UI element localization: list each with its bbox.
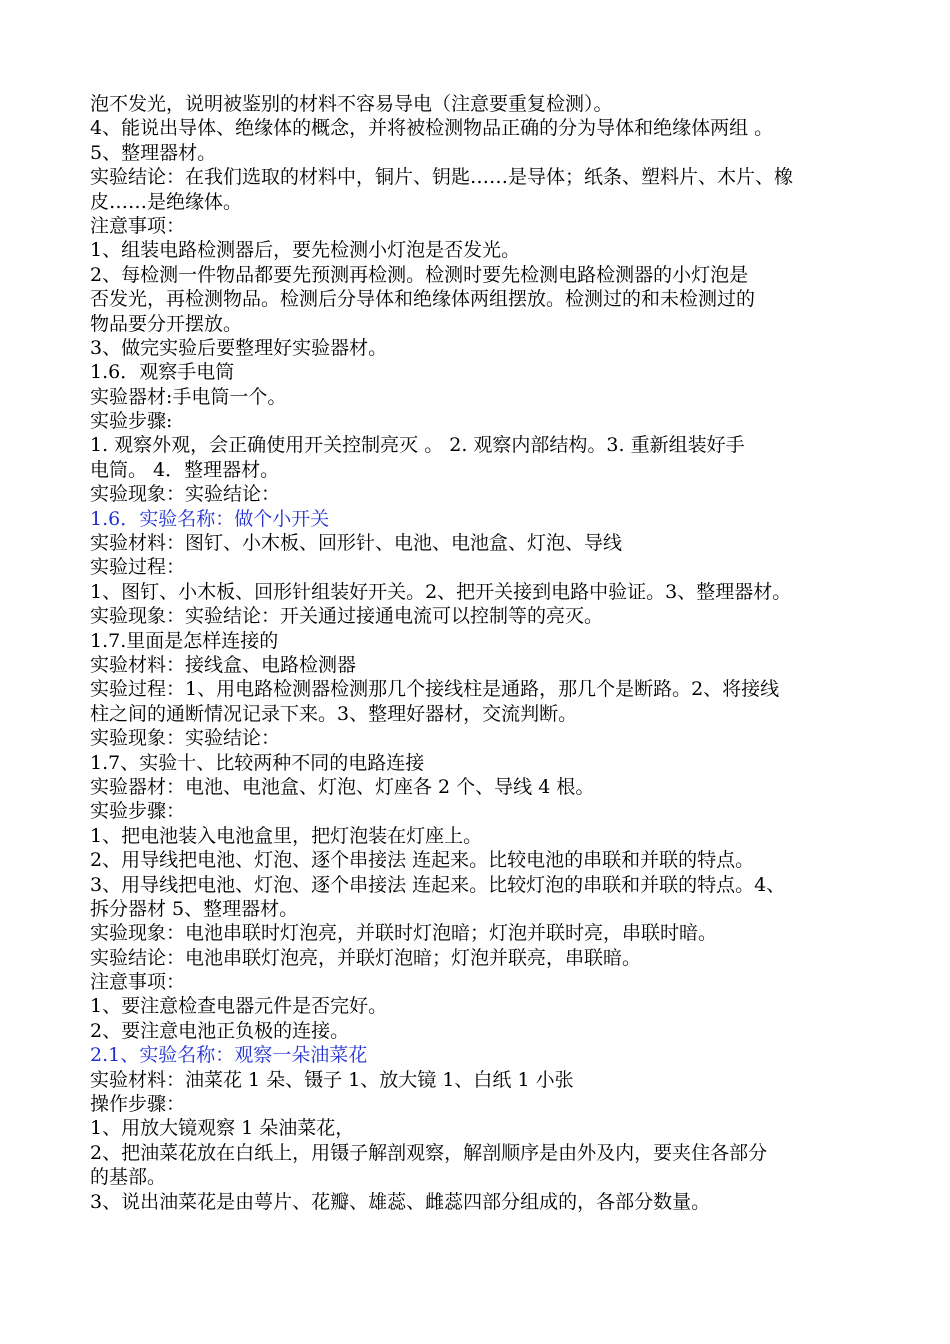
text-line: 2、用导线把电池、灯泡、逐个串接法 连起来。比较电池的串联和并联的特点。 (90, 849, 755, 872)
text-line: 3、说出油菜花是由萼片、花瓣、雄蕊、雌蕊四部分组成的，各部分数量。 (90, 1190, 711, 1213)
text-line: 1、要注意检查电器元件是否完好。 (90, 995, 388, 1018)
text-line: 实验器材：电池、电池盒、灯泡、灯座各 2 个、导线 4 根。 (90, 775, 595, 798)
text-line: 操作步骤： (90, 1093, 186, 1116)
text-line: 1.7.里面是怎样连接的 (90, 629, 279, 652)
text-line: 2、每检测一件物品都要先预测再检测。检测时要先检测电路检测器的小灯泡是 (90, 263, 749, 286)
section-heading: 1.6．实验名称：做个小开关 (90, 507, 330, 530)
text-line: 1、组装电路检测器后，要先检测小灯泡是否发光。 (90, 239, 521, 262)
text-line: 1、把电池装入电池盒里，把灯泡装在灯座上。 (90, 824, 483, 847)
text-line: 实验材料：接线盒、电路检测器 (90, 653, 357, 676)
text-line: 3、做完实验后要整理好实验器材。 (90, 336, 388, 359)
text-line: 1.6．观察手电筒 (90, 361, 235, 384)
text-line: 实验结论：在我们选取的材料中，铜片、钥匙……是导体；纸条、塑料片、木片、橡 (90, 166, 794, 189)
text-line: 物品要分开摆放。 (90, 312, 243, 335)
text-line: 皮……是绝缘体。 (90, 190, 243, 213)
text-line: 1. 观察外观，会正确使用开关控制亮灭 。 2. 观察内部结构。3. 重新组装好手 (90, 434, 745, 457)
text-line: 4、能说出导体、绝缘体的概念，并将被检测物品正确的分为导体和绝缘体两组 。 (90, 117, 774, 140)
text-line: 2、要注意电池正负极的连接。 (90, 1019, 350, 1042)
text-line: 2、把油菜花放在白纸上，用镊子解剖观察，解剖顺序是由外及内，要夹住各部分 (90, 1141, 768, 1164)
text-line: 注意事项： (90, 971, 186, 994)
text-line: 否发光，再检测物品。检测后分导体和绝缘体两组摆放。检测过的和未检测过的 (90, 288, 756, 311)
text-line: 1、图钉、小木板、回形针组装好开关。2、把开关接到电路中验证。3、整理器材。 (90, 580, 792, 603)
section-heading: 2.1、实验名称：观察一朵油菜花 (90, 1044, 368, 1067)
text-line: 实验结论：电池串联灯泡亮，并联灯泡暗；灯泡并联亮，串联暗。 (90, 946, 642, 969)
text-line: 泡不发光，说明被鉴别的材料不容易导电（注意要重复检测）。 (90, 93, 613, 115)
text-line: 5、整理器材。 (90, 141, 217, 164)
text-line: 1.7、实验十、比较两种不同的电路连接 (90, 751, 425, 774)
text-line: 电筒。 4．整理器材。 (90, 458, 280, 481)
text-line: 1、用放大镜观察 1 朵油菜花， (90, 1117, 355, 1140)
text-line: 实验现象：实验结论： (90, 727, 281, 750)
text-line: 实验材料：图钉、小木板、回形针、电池、电池盒、灯泡、导线 (90, 532, 623, 555)
text-line: 实验过程：1、用电路检测器检测那几个接线柱是通路，那几个是断路。2、将接线 (90, 678, 780, 701)
text-line: 实验过程： (90, 556, 186, 579)
text-line: 柱之间的通断情况记录下来。3、整理好器材，交流判断。 (90, 702, 578, 725)
text-line: 实验器材:手电筒一个。 (90, 385, 287, 408)
text-line: 注意事项： (90, 214, 186, 237)
text-line: 3、用导线把电池、灯泡、逐个串接法 连起来。比较灯泡的串联和并联的特点。4、 (90, 873, 786, 896)
text-line: 的基部。 (90, 1166, 167, 1189)
text-line: 实验步骤： (90, 800, 186, 823)
text-line: 实验材料：油菜花 1 朵、镊子 1、放大镜 1、白纸 1 小张 (90, 1068, 574, 1091)
document-page (90, 92, 865, 1214)
text-line: 拆分器材 5、整理器材。 (90, 897, 299, 920)
text-line: 实验步骤: (90, 410, 173, 433)
text-line: 实验现象：实验结论：开关通过接通电流可以控制等的亮灭。 (90, 605, 604, 628)
text-line: 实验现象：电池串联时灯泡亮，并联时灯泡暗；灯泡并联时亮，串联时暗。 (90, 922, 718, 945)
text-line: 实验现象：实验结论： (90, 483, 281, 506)
